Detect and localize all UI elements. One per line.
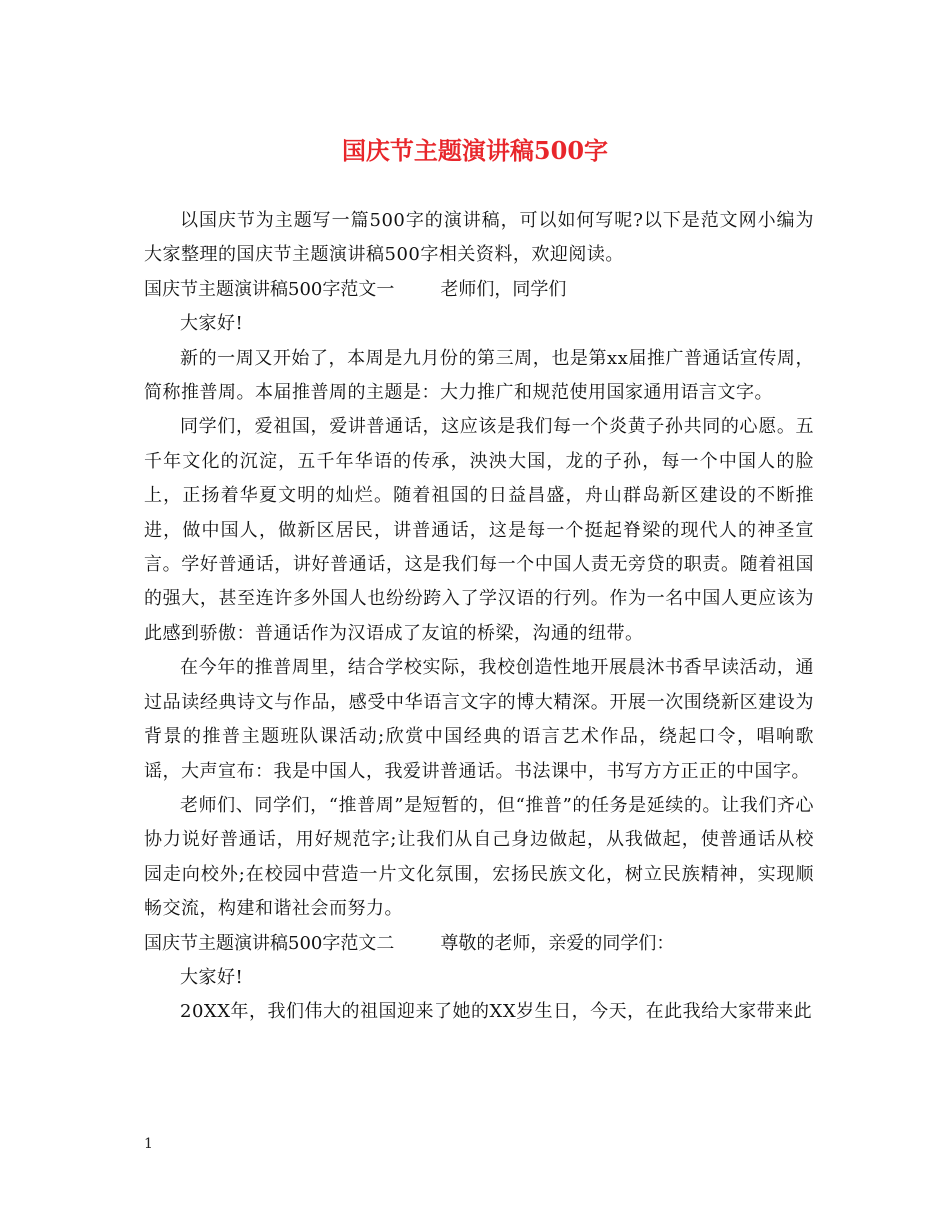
section-1-heading: 国庆节主题演讲稿500字范文一 <box>144 278 395 300</box>
section-1-paragraph: 老师们、同学们，“推普周”是短暂的，但“推普”的任务是延续的。让我们齐心协力说好普通话，用好规范字;让我们从自己身边做起，从我做起，使普通话从校园走向校外;在校园中营造一片文化氛围，宏扬民族文化，树立民族精神，实现顺畅交流，构建和谐社会而努力。 <box>144 794 814 920</box>
section-2-salutation: 尊敬的老师，亲爱的同学们： <box>440 932 675 954</box>
document-title: 国庆节主题演讲稿500字 <box>341 136 609 165</box>
section-1-salutation: 老师们，同学们 <box>440 278 567 300</box>
section-1-paragraph: 新的一周又开始了，本周是九月份的第三周，也是第xx届推广普通话宣传周，简称推普周。本届推普周的主题是：大力推广和规范使用国家通用语言文字。 <box>144 347 814 404</box>
section-2-heading-line <box>144 927 814 961</box>
page-number: 1 <box>144 1136 153 1152</box>
section-1-greeting: 大家好! <box>180 313 244 335</box>
section-1-heading-line <box>144 273 814 307</box>
section-1-paragraph: 同学们，爱祖国，爱讲普通话，这应该是我们每一个炎黄子孙共同的心愿。五千年文化的沉淀，五千年华语的传承，泱泱大国，龙的子孙，每一个中国人的脸上，正扬着华夏文明的灿烂。随着祖国的日益昌盛，舟山群岛新区建设的不断推进，做中国人，做新区居民，讲普通话，这是每一个挺起脊梁的现代人的神圣宣言。学好普通话，讲好普通话，这是我们每一个中国人责无旁贷的职责。随着祖国的强大，甚至连许多外国人也纷纷跨入了学汉语的行列。作为一名中国人更应该为此感到骄傲：普通话作为汉语成了友谊的桥梁，沟通的纽带。 <box>144 416 814 644</box>
section-2-heading: 国庆节主题演讲稿500字范文二 <box>144 932 395 954</box>
section-2-paragraph: 20XX年，我们伟大的祖国迎来了她的XX岁生日，今天，在此我给大家带来此 <box>180 1001 813 1023</box>
document-body <box>144 204 814 1030</box>
section-1-paragraph: 在今年的推普周里，结合学校实际，我校创造性地开展晨沐书香早读活动，通过品读经典诗文与作品，感受中华语言文字的博大精深。开展一次围绕新区建设为背景的推普主题班队课活动;欣赏中国经典的语言艺术作品，绕起口令，唱响歌谣，大声宣布：我是中国人，我爱讲普通话。书法课中，书写方方正正的中国字。 <box>144 657 814 782</box>
intro-paragraph: 以国庆节为主题写一篇500字的演讲稿，可以如何写呢?以下是范文网小编为大家整理的国庆节主题演讲稿500字相关资料，欢迎阅读。 <box>144 210 814 266</box>
section-2-greeting: 大家好! <box>180 966 244 988</box>
